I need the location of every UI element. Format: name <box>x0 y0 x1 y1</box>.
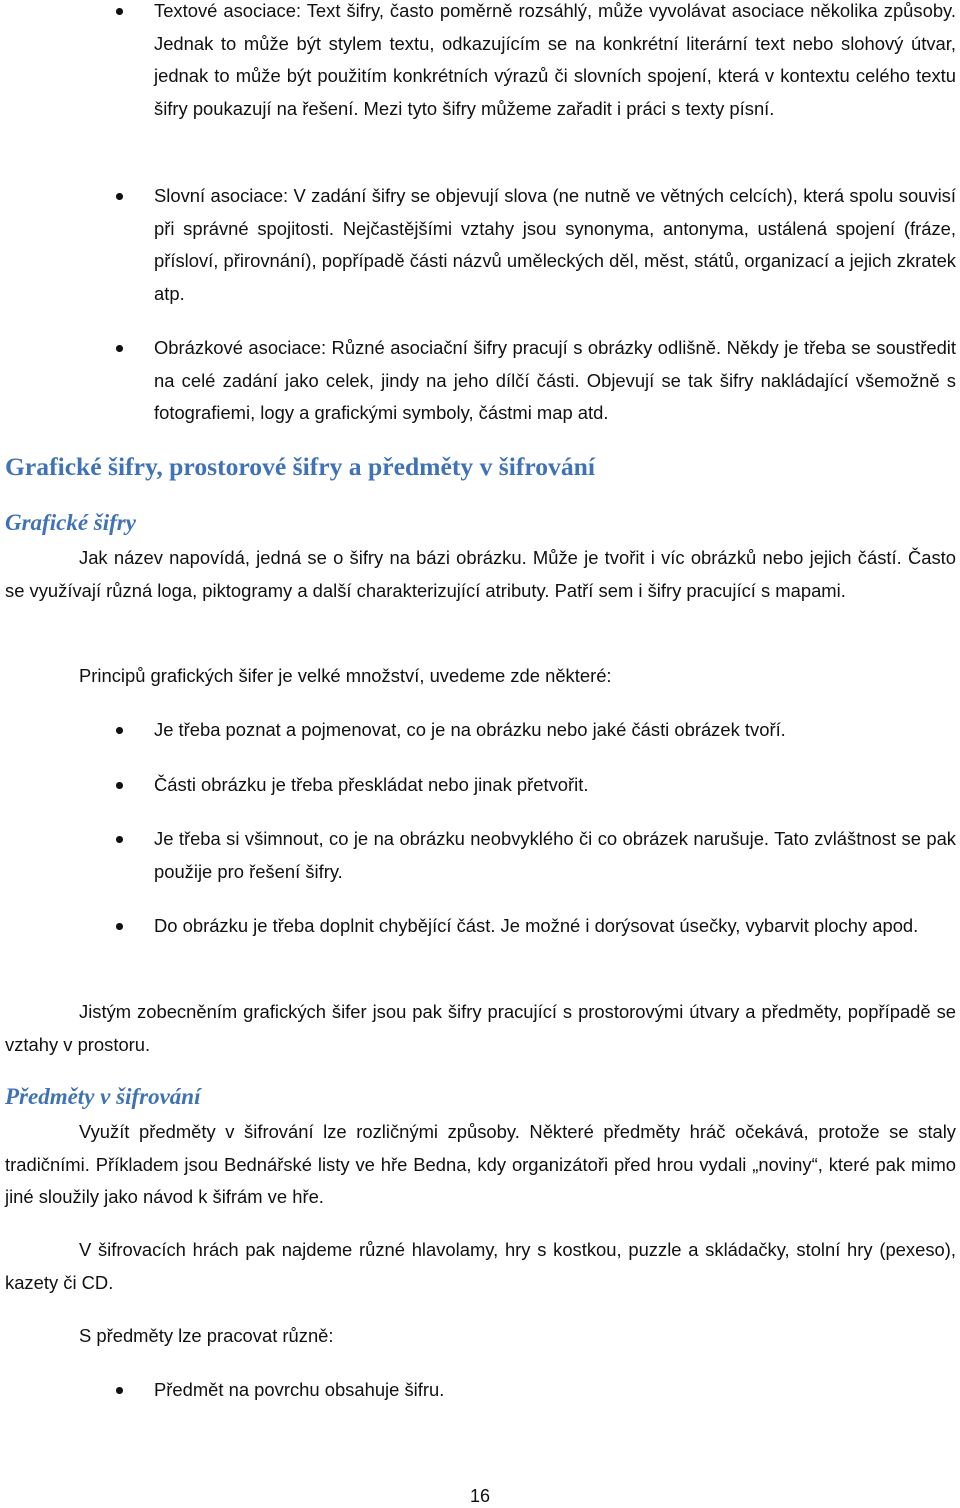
list-item <box>0 0 956 125</box>
paragraph <box>5 1234 956 1299</box>
bullet-icon <box>116 1387 123 1394</box>
page-number: 16 <box>469 1486 491 1506</box>
list-item <box>0 769 956 802</box>
paragraph <box>5 660 956 693</box>
bullet-icon <box>116 782 123 789</box>
bullet-text: Slovní asociace: V zadání šifry se objevují slova (ne nutně ve větných celcích), která spolu souvisí při správné spojitosti. Nejčastějšími vztahy jsou synonyma, antonyma, ustálená spojení (fráze, přísloví, přirovnání), popřípadě části názvů uměleckých děl, měst, států, organizací a jejich zkratek atp. <box>154 185 956 304</box>
paragraph-text: V šifrovacích hrách pak najdeme různé hlavolamy, hry s kostkou, puzzle a skládačky, stolní hry (pexeso), kazety či CD. <box>5 1239 956 1293</box>
paragraph-text: Využít předměty v šifrování lze rozličnými způsoby. Některé předměty hráč očekává, protože se staly tradičními. Příkladem jsou Bednářské listy ve hře Bedna, kdy organizátoři před hrou vydali „noviny“, které pak mimo jiné sloužily jako návod k šifrám ve hře. <box>5 1121 956 1208</box>
paragraph-text: Jak název napovídá, jedná se o šifry na bázi obrázku. Může je tvořit i víc obrázků nebo jejich částí. Často se využívají různá loga, piktogramy a další charakterizující atributy. Patří sem i šifry pracující s mapami. <box>5 547 956 601</box>
list-item <box>0 714 956 747</box>
bullet-icon <box>116 193 123 200</box>
bullet-text: Předmět na povrchu obsahuje šifru. <box>154 1379 445 1400</box>
paragraph <box>5 542 956 607</box>
subsection-heading-objects: Předměty v šifrování <box>5 1084 201 1109</box>
section-heading: Grafické šifry, prostorové šifry a předměty v šifrování <box>5 452 595 481</box>
bullet-icon <box>116 727 123 734</box>
list-item <box>0 910 956 943</box>
paragraph <box>5 996 956 1061</box>
paragraph-text: Jistým zobecněním grafických šifer jsou pak šifry pracující s prostorovými útvary a předměty, popřípadě se vztahy v prostoru. <box>5 1001 956 1055</box>
bullet-icon <box>116 836 123 843</box>
bullet-icon <box>116 345 123 352</box>
bullet-text: Obrázkové asociace: Různé asociační šifry pracují s obrázky odlišně. Někdy je třeba se soustředit na celé zadání jako celek, jindy na jeho dílčí části. Objevují se tak šifry nakládající všemožně s fotografiemi, logy a grafickými symboly, částmi map atd. <box>154 337 956 424</box>
list-item <box>0 180 956 310</box>
paragraph-text: Principů grafických šifer je velké množství, uvedeme zde některé: <box>79 665 612 686</box>
bullet-text: Je třeba si všimnout, co je na obrázku neobvyklého či co obrázek narušuje. Tato zvláštnost se pak použije pro řešení šifry. <box>154 828 956 882</box>
subsection-heading-graphic: Grafické šifry <box>5 510 136 535</box>
list-item <box>0 1374 956 1407</box>
bullet-text: Části obrázku je třeba přeskládat nebo jinak přetvořit. <box>154 774 589 795</box>
bullet-text: Je třeba poznat a pojmenovat, co je na obrázku nebo jaké části obrázek tvoří. <box>154 719 786 740</box>
paragraph <box>5 1116 956 1214</box>
paragraph-text: S předměty lze pracovat různě: <box>79 1325 334 1346</box>
bullet-icon <box>116 8 123 15</box>
paragraph <box>5 1320 956 1353</box>
list-item <box>0 332 956 430</box>
bullet-icon <box>116 923 123 930</box>
bullet-text: Do obrázku je třeba doplnit chybějící část. Je možné i dorýsovat úsečky, vybarvit plochy apod. <box>154 915 919 936</box>
bullet-text: Textové asociace: Text šifry, často poměrně rozsáhlý, může vyvolávat asociace několika způsoby. Jednak to může být stylem textu, odkazujícím se na konkrétní literární text nebo slohový útvar, jednak to může být použitím konkrétních výrazů či slovních spojení, která v kontextu celého textu šifry poukazují na řešení. Mezi tyto šifry můžeme zařadit i práci s texty písní. <box>154 0 956 119</box>
list-item <box>0 823 956 888</box>
